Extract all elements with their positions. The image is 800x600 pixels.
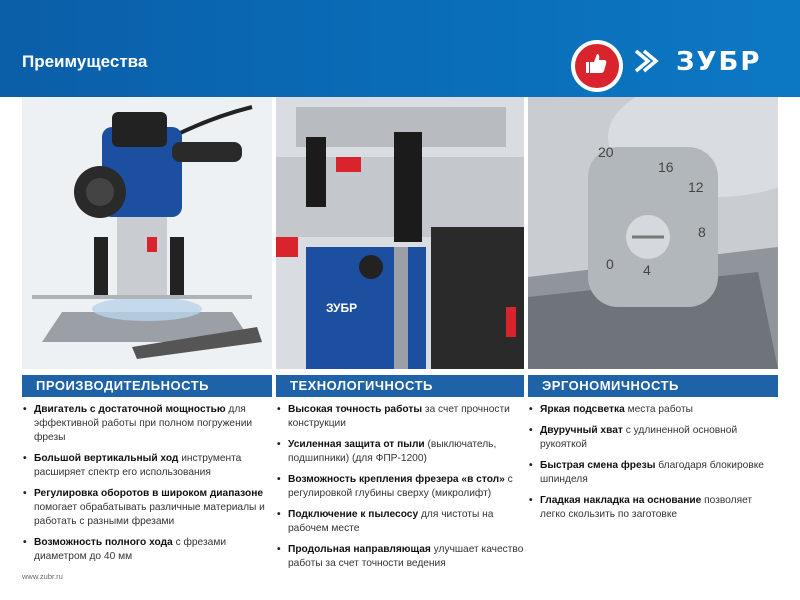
list-item xyxy=(22,487,272,529)
item-text: для чистоты на рабочем месте xyxy=(288,509,494,534)
item-bold: Гладкая накладка на основание xyxy=(540,495,702,506)
dial-mark-8: 8 xyxy=(698,224,706,240)
technology-list xyxy=(276,403,524,578)
section-heading-technology: ТЕХНОЛОГИЧНОСТЬ xyxy=(276,375,524,397)
brand-arrow-icon xyxy=(634,49,670,73)
item-text: помогает обрабатывать различные материалы и работать с разными фрезами xyxy=(34,502,265,527)
item-text: с регулировкой глубины сверху (микролифт) xyxy=(288,474,513,499)
page-title: Преимущества xyxy=(22,52,148,71)
dial-mark-0: 0 xyxy=(606,256,614,272)
item-bold: Подключение к пылесосу xyxy=(288,509,419,520)
section-heading-ergonomics: ЭРГОНОМИЧНОСТЬ xyxy=(528,375,778,397)
item-bold: Высокая точность работы xyxy=(288,404,423,415)
item-text: благодаря блокировке шпинделя xyxy=(540,460,764,485)
list-item xyxy=(276,403,524,431)
list-item xyxy=(22,403,272,445)
dial-mark-4: 4 xyxy=(643,262,651,278)
item-bold: Большой вертикальный ход xyxy=(34,453,179,464)
ergonomics-list xyxy=(528,403,778,529)
header-banner xyxy=(0,0,800,97)
item-bold: Возможность полного хода xyxy=(34,537,173,548)
item-bold: Двигатель с достаточной мощностью xyxy=(34,404,226,415)
item-text: улучшает качество работы за счет точности ведения xyxy=(288,544,524,569)
list-item xyxy=(276,438,524,466)
item-text: места работы xyxy=(624,404,693,415)
brand-logo: ЗУБР xyxy=(676,47,762,77)
list-item xyxy=(22,536,272,564)
item-bold: Яркая подсветка xyxy=(540,404,625,415)
list-item xyxy=(22,452,272,480)
performance-list xyxy=(22,403,272,571)
item-text: инструмента расширяет спектр его использования xyxy=(34,453,242,478)
item-bold: Возможность крепления фрезера «в стол» xyxy=(288,474,505,485)
item-bold: Регулировка оборотов в широком диапазоне xyxy=(34,488,264,499)
svg-text:ЗУБР: ЗУБР xyxy=(326,301,358,315)
footer-url[interactable]: www.zubr.ru xyxy=(22,572,63,581)
list-item xyxy=(528,459,778,487)
item-text: с удлиненной основной рукояткой xyxy=(540,425,738,450)
item-text: (выключатель, подшипники) (для ФПР-1200) xyxy=(288,439,497,464)
dial-mark-16: 16 xyxy=(658,159,674,175)
section-heading-performance: ПРОИЗВОДИТЕЛЬНОСТЬ xyxy=(22,375,272,397)
list-item xyxy=(276,508,524,536)
dial-mark-12: 12 xyxy=(688,179,704,195)
item-bold: Двуручный хват xyxy=(540,425,623,436)
item-text: для эффективной работы при полном погружении фрезы xyxy=(34,404,253,443)
list-item xyxy=(528,494,778,522)
dial-mark-20: 20 xyxy=(598,144,614,160)
item-bold: Усиленная защита от пыли xyxy=(288,439,425,450)
list-item xyxy=(528,403,778,417)
item-bold: Продольная направляющая xyxy=(288,544,431,555)
quality-badge xyxy=(571,40,623,92)
item-text: позволяет легко скользить по заготовке xyxy=(540,495,753,520)
router-overview-photo xyxy=(22,97,272,369)
depth-scale-dial-closeup xyxy=(528,97,778,369)
list-item xyxy=(528,424,778,452)
item-bold: Быстрая смена фрезы xyxy=(540,460,656,471)
router-depth-stop-closeup xyxy=(276,97,524,369)
item-text: с фрезами диаметром до 40 мм xyxy=(34,537,227,562)
thumbs-up-icon xyxy=(571,40,623,92)
item-text: за счет прочности конструкции xyxy=(288,404,510,429)
list-item xyxy=(276,473,524,501)
list-item xyxy=(276,543,524,571)
